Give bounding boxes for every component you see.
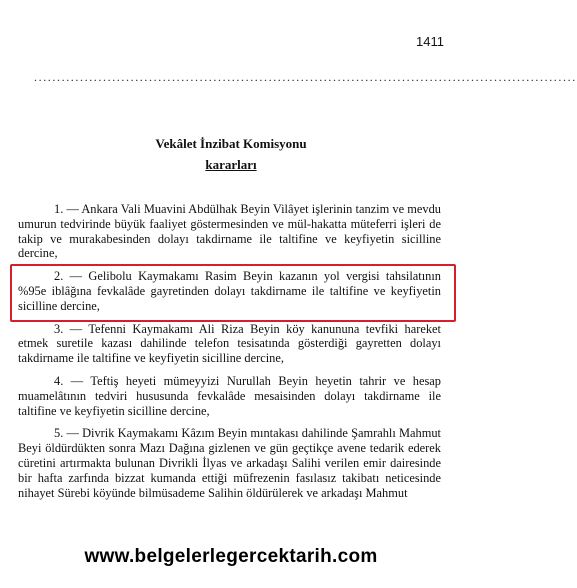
dotted-separator: ......................................................................................................................	[34, 70, 577, 84]
paragraph-3: 3. — Tefenni Kaymakamı Ali Riza Beyin köy kanununa tevfiki hareket etmek suretile kazası dahilinde telefon tesisatında gösterdiği gayretten dolayı takdirname ile taltifine ve keyfiyetin sicilline dercine,	[18, 321, 441, 366]
watermark-url: www.belgelerlegercektarih.com	[84, 546, 378, 567]
document-body	[18, 202, 441, 500]
document-subtitle	[0, 157, 462, 173]
paragraph-1: 1. — Ankara Vali Muavini Abdülhak Beyin Vilâyet işlerinin tanzim ve mevdu umurun tedvirinde büyük faaliyet göstermesinden ve mül-hakatta müteferri işleri de takip ve murakabesinden dolayı takdirname ile taltifine ve keyfiyetin sicilline dercine,	[18, 202, 441, 261]
paragraph-5: 5. — Divrik Kaymakamı Kâzım Beyin mıntakası dahilinde Şamrahlı Mahmut Beyi öldürdükten sonra Mazı Dağına gizlenen ve gün geçtikçe avene tedarik ederek cüretini artırmakta bulunan Divrikli İlyas ve arkadaşı Salihi verilen emir dairesinde bir hafta zarfında bizzat kumanda ettiği müfrezenin fasılasız takibatı neticesinde nihayet Sürebi köyünde bilmüsademe Salihin öldürülerek ve arkadaşı Mahmut	[18, 426, 441, 500]
subtitle-text: kararları	[205, 157, 257, 172]
document-title: Vekâlet İnzibat Komisyonu	[155, 136, 307, 151]
paragraph-2: 2. — Gelibolu Kaymakamı Rasim Beyin kazanın yol vergisi tahsilatının %95e iblâğına fevkalâde gayretinden dolayı takdirname ile taltifine ve keyfiyetin sicilline dercine,	[18, 269, 441, 313]
page-number: 1411	[416, 34, 444, 49]
paragraph-4: 4. — Teftiş heyeti mümeyyizi Nurullah Beyin heyetin tahrir ve hesap muamelâtının tedviri hususunda fevkalâde mesaisinden dolayı takdirname ile taltifine ve keyfiyetin sicilline dercine,	[18, 373, 441, 418]
highlight-box	[10, 264, 456, 322]
